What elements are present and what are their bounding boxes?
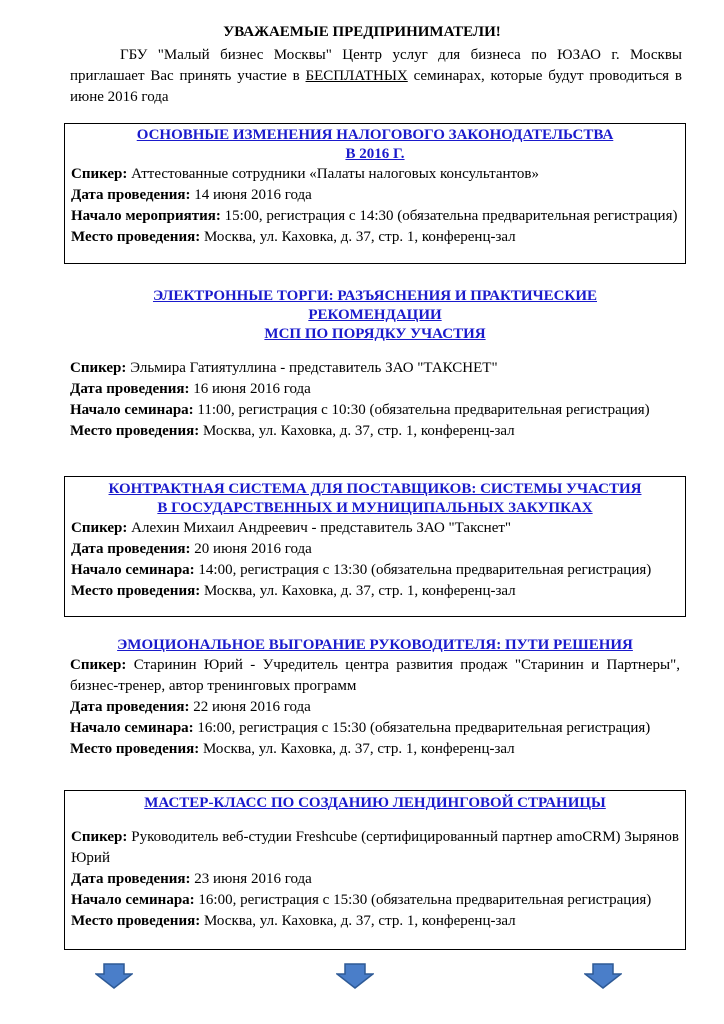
date-line (70, 379, 680, 400)
place-line (70, 421, 680, 442)
speaker-line (70, 358, 680, 379)
start-value: 16:00, регистрация с 15:30 (обязательна предварительная регистрация) (198, 892, 652, 908)
place-line (71, 911, 679, 932)
down-arrow-icon (95, 963, 133, 989)
place-value: Москва, ул. Каховка, д. 37, стр. 1, конференц-зал (203, 229, 516, 245)
speaker-value: Аттестованные сотрудники «Палаты налоговых консультантов» (131, 166, 539, 182)
start-label: Начало семинара: (71, 892, 195, 908)
page-title: УВАЖАЕМЫЕ ПРЕДПРИНИМАТЕЛИ! (223, 24, 501, 40)
speaker-value: Руководитель веб-студии Freshcube (сертифицированный партнер amoCRM) Зырянов Юрий (71, 829, 680, 866)
place-label: Место проведения: (70, 423, 200, 439)
start-value: 16:00, регистрация с 15:30 (обязательна предварительная регистрация) (197, 720, 651, 736)
speaker-line (71, 518, 679, 539)
seminar-title-line: В 2016 Г. (345, 146, 405, 162)
seminar-section-5 (64, 790, 686, 950)
seminar-title (71, 794, 679, 813)
seminar-title (70, 287, 680, 344)
seminar-title-line: МАСТЕР-КЛАСС ПО СОЗДАНИЮ ЛЕНДИНГОВОЙ СТРАНИЦЫ (144, 795, 606, 811)
intro-text: ГБУ "Малый бизнес Москвы" Центр услуг для бизнеса по ЮЗАО г. Москвы приглашает Вас принять участие в (70, 47, 682, 84)
down-arrow-icon (584, 963, 622, 989)
seminar-section-3 (64, 476, 686, 617)
seminar-title-line: ЭЛЕКТРОННЫЕ ТОРГИ: РАЗЪЯСНЕНИЯ И ПРАКТИЧЕСКИЕ (152, 288, 597, 304)
seminar-title-line: ОСНОВНЫЕ ИЗМЕНЕНИЯ НАЛОГОВОГО ЗАКОНОДАТЕЛЬСТВА (136, 127, 614, 143)
speaker-line (71, 827, 679, 869)
place-value: Москва, ул. Каховка, д. 37, стр. 1, конференц-зал (203, 583, 516, 599)
speaker-label: Спикер: (71, 520, 128, 536)
seminar-title-line: РЕКОМЕНДАЦИИ (308, 307, 442, 323)
place-value: Москва, ул. Каховка, д. 37, стр. 1, конференц-зал (203, 913, 516, 929)
date-value: 20 июня 2016 года (194, 541, 312, 557)
start-value: 15:00, регистрация с 14:30 (обязательна предварительная регистрация) (224, 208, 678, 224)
date-value: 16 июня 2016 года (193, 381, 311, 397)
place-label: Место проведения: (70, 741, 200, 757)
date-line (71, 185, 679, 206)
seminar-title (71, 126, 679, 164)
date-label: Дата проведения: (70, 699, 190, 715)
down-arrow-icon (336, 963, 374, 989)
seminar-section-4 (64, 636, 686, 760)
start-line (71, 206, 679, 227)
speaker-value: Старинин Юрий - Учредитель центра развития продаж "Старинин и Партнеры", бизнес-тренер, автор тренинговых программ (70, 657, 680, 694)
date-label: Дата проведения: (71, 541, 191, 557)
seminar-title-line: В ГОСУДАРСТВЕННЫХ И МУНИЦИПАЛЬНЫХ ЗАКУПКАХ (157, 500, 593, 516)
intro-emphasis: БЕСПЛАТНЫХ (305, 68, 408, 84)
speaker-label: Спикер: (70, 360, 127, 376)
speaker-line (71, 164, 679, 185)
date-value: 14 июня 2016 года (194, 187, 312, 203)
speaker-label: Спикер: (71, 166, 128, 182)
start-line (71, 560, 679, 581)
seminar-title (71, 480, 679, 518)
date-value: 22 июня 2016 года (193, 699, 311, 715)
speaker-line (70, 655, 680, 697)
date-label: Дата проведения: (71, 187, 191, 203)
place-value: Москва, ул. Каховка, д. 37, стр. 1, конференц-зал (202, 423, 515, 439)
seminar-section-1 (64, 123, 686, 264)
seminar-section-2 (64, 287, 686, 442)
start-value: 14:00, регистрация с 13:30 (обязательна предварительная регистрация) (198, 562, 652, 578)
start-line (71, 890, 679, 911)
place-label: Место проведения: (71, 913, 201, 929)
start-line (70, 718, 680, 739)
seminar-title-line: ЭМОЦИОНАЛЬНОЕ ВЫГОРАНИЕ РУКОВОДИТЕЛЯ: ПУТИ РЕШЕНИЯ (117, 637, 633, 653)
start-line (70, 400, 680, 421)
speaker-label: Спикер: (70, 657, 127, 673)
date-line (71, 869, 679, 890)
start-label: Начало семинара: (70, 402, 194, 418)
place-line (70, 739, 680, 760)
place-line (71, 227, 679, 248)
seminar-title-line: МСП ПО ПОРЯДКУ УЧАСТИЯ (264, 326, 486, 342)
intro-paragraph (70, 45, 682, 108)
date-label: Дата проведения: (71, 871, 191, 887)
date-line (71, 539, 679, 560)
seminar-title-line: КОНТРАКТНАЯ СИСТЕМА ДЛЯ ПОСТАВЩИКОВ: СИСТЕМЫ УЧАСТИЯ (108, 481, 642, 497)
date-line (70, 697, 680, 718)
place-value: Москва, ул. Каховка, д. 37, стр. 1, конференц-зал (202, 741, 515, 757)
date-value: 23 июня 2016 года (194, 871, 312, 887)
speaker-label: Спикер: (71, 829, 128, 845)
seminar-title (70, 636, 680, 655)
start-label: Начало семинара: (71, 562, 195, 578)
start-label: Начало семинара: (70, 720, 194, 736)
place-line (71, 581, 679, 602)
speaker-value: Алехин Михаил Андреевич - представитель ЗАО "Такснет" (131, 520, 512, 536)
place-label: Место проведения: (71, 583, 201, 599)
start-value: 11:00, регистрация с 10:30 (обязательна предварительная регистрация) (197, 402, 650, 418)
start-label: Начало мероприятия: (71, 208, 221, 224)
intro-text-end: семинарах, которые будут проводиться в июне 2016 года (70, 68, 682, 105)
date-label: Дата проведения: (70, 381, 190, 397)
speaker-value: Эльмира Гатиятуллина - представитель ЗАО "ТАКСНЕТ" (130, 360, 498, 376)
place-label: Место проведения: (71, 229, 201, 245)
